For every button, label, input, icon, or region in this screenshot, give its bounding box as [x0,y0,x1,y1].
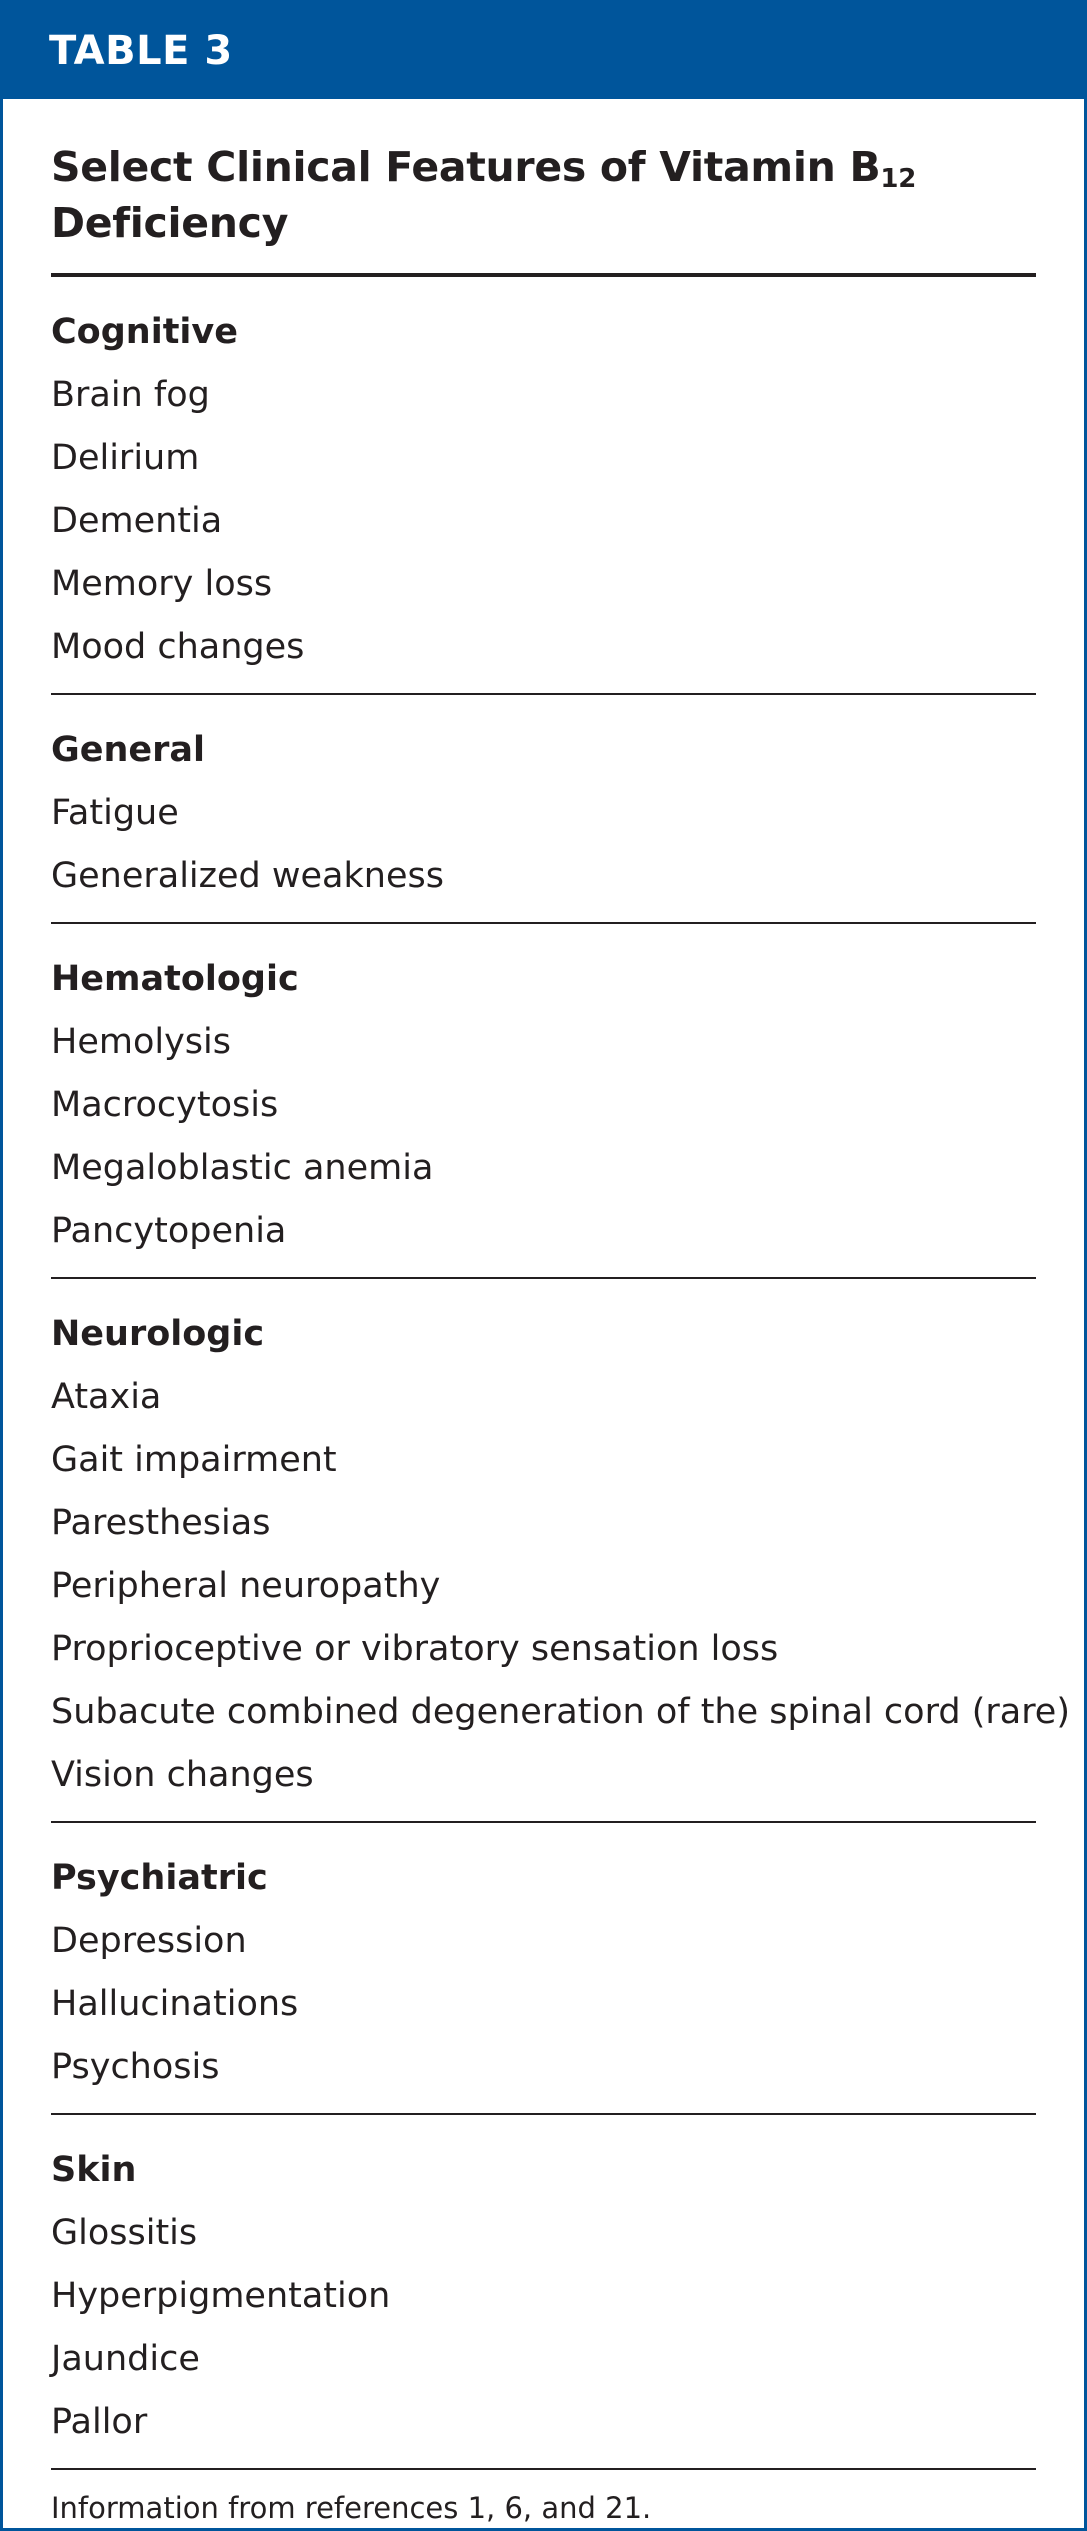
section-skin [51,2115,1036,2470]
section-title: Hematologic [51,959,299,999]
list-item: Vision changes [51,1755,314,1795]
list-item: Jaundice [51,2339,200,2379]
list-item: Megaloblastic anemia [51,1148,434,1188]
list-item: Fatigue [51,793,179,833]
list-item: Proprioceptive or vibratory sensation loss [51,1629,779,1669]
list-item: Depression [51,1921,247,1961]
list-item: Hemolysis [51,1022,231,1062]
title-end: Deficiency [51,199,289,247]
list-item: Ataxia [51,1377,162,1417]
list-item: Hallucinations [51,1984,299,2024]
list-item: Hyperpigmentation [51,2276,391,2316]
footnote: Information from references 1, 6, and 21. [51,2491,652,2525]
list-item: Brain fog [51,375,210,415]
list-item: Macrocytosis [51,1085,279,1125]
table-header-bar [3,3,1084,99]
section-hematologic [51,924,1036,1279]
list-item: Gait impairment [51,1440,337,1480]
list-item: Delirium [51,438,200,478]
list-item: Paresthesias [51,1503,271,1543]
list-item: Pancytopenia [51,1211,287,1251]
section-cognitive [51,277,1036,695]
list-item: Mood changes [51,627,305,667]
table-label: TABLE 3 [49,28,233,74]
sections-list [51,277,1070,2470]
section-title: Neurologic [51,1314,265,1354]
list-item: Memory loss [51,564,273,604]
section-title: Cognitive [51,312,238,352]
section-general [51,695,1036,924]
title-main: Select Clinical Features of Vitamin B [51,143,881,191]
title-subscript: 12 [880,164,917,194]
section-psychiatric [51,1823,1036,2115]
list-item: Psychosis [51,2047,220,2087]
table-title [51,139,1036,251]
table-content [3,139,1084,2528]
section-neurologic [51,1279,1070,1823]
list-item: Subacute combined degeneration of the spinal cord (rare) [51,1692,1070,1732]
list-item: Dementia [51,501,223,541]
list-item: Glossitis [51,2213,198,2253]
list-item: Peripheral neuropathy [51,1566,441,1606]
list-item: Pallor [51,2402,148,2442]
section-title: Skin [51,2150,137,2190]
section-title: Psychiatric [51,1858,268,1898]
list-item: Generalized weakness [51,856,444,896]
section-title: General [51,730,205,770]
